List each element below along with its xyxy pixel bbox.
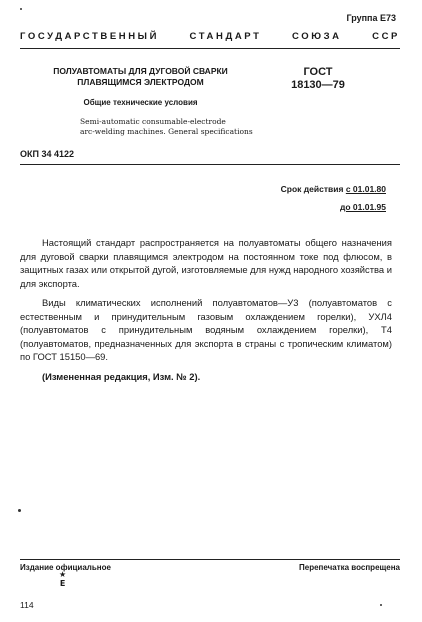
okp-code: ОКП 34 4122 [20,149,74,159]
gost-number: 18130—79 [291,79,345,91]
star-icon: ★ [59,570,67,579]
english-title-line: Semi-automatic consumable-electrode [80,117,226,126]
english-title [80,117,253,137]
heading-word: ССР [372,31,400,42]
title-line: ПЛАВЯЩИМСЯ ЭЛЕКТРОДОМ [77,77,204,87]
validity-from [281,180,386,198]
page-number: 114 [20,600,34,610]
heading-word: СОЮЗА [292,31,342,42]
header-rule [20,48,400,49]
gost-label: ГОСТ [303,66,333,78]
document-subtitle: Общие технические условия [83,98,198,107]
body-paragraph: Виды климатических исполнений полуавтоматов—У3 (полуавтоматов с естественным и принудительным газовым охлаждением горелки), УХЛ4 (полуавтоматов с принудительным водяным охлаждением горелки), Т4 (полуавтоматов, предназначенных для экспорта в страны с тропическим климатом) по ГОСТ 15150—69. [20,297,392,362]
heading-word: СТАНДАРТ [189,31,262,42]
title-line: ПОЛУАВТОМАТЫ ДЛЯ ДУГОВОЙ СВАРКИ [53,66,228,76]
okp-rule [20,164,400,165]
scan-speck [380,604,382,606]
amendment-note: (Измененная редакция, Изм. № 2). [42,370,201,382]
reprint-prohibited-note: Перепечатка воспрещена [299,563,400,572]
document-body [20,236,392,389]
english-title-line: arc-welding machines. General specifications [80,127,253,136]
document-title [38,66,243,88]
validity-to-date: до 01.01.95 [339,202,386,212]
footer-rule [20,559,400,560]
validity-from-date: с 01.01.80 [345,184,386,194]
edition-mark [59,570,66,588]
validity-to [281,198,386,216]
edition-letter: Е [59,579,66,588]
scan-speck [18,509,21,512]
validity-label: Срок действия [280,184,344,194]
scan-speck [20,8,22,10]
gost-designation [282,66,354,92]
body-paragraph: Настоящий стандарт распространяется на полуавтоматы общего назначения для дуговой сварки плавящимся электродом на постоянном токе под флюсом, в защитных газах или открытой дугой, изготовляемые для нужд народного хозяйства и для экспорта. [20,237,392,289]
validity-period [281,180,386,216]
group-code: Группа Е73 [346,13,396,23]
official-edition-note: Издание официальное [20,563,111,572]
heading-word: ГОСУДАРСТВЕННЫЙ [20,31,160,42]
state-standard-heading [20,31,400,42]
